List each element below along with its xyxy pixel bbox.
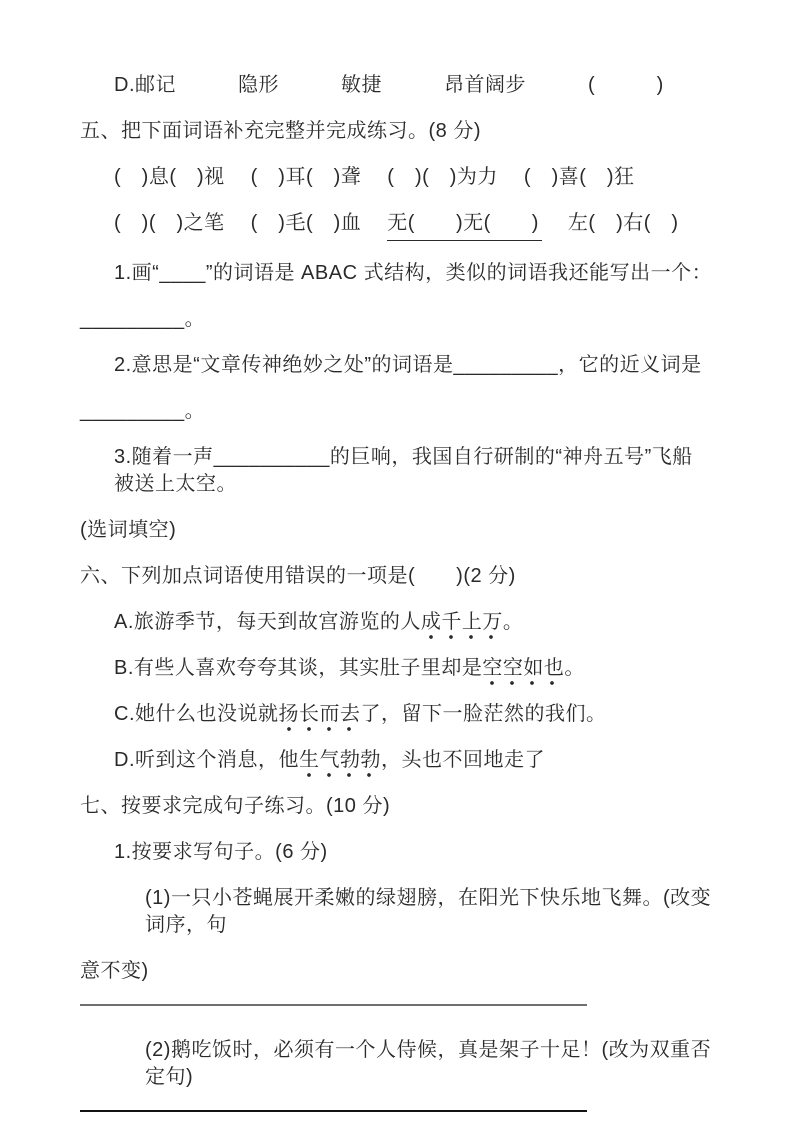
q3-line: 3.随着一声__________的巨响，我国自行研制的“神舟五号”飞船被送上太空。 — [114, 446, 693, 495]
idiom-group: ( )耳( )聋 — [250, 166, 362, 188]
option-text: 。 — [502, 611, 524, 633]
q1-line: 1.画“____”的词语是 ABAC 式结构，类似的词语我还能写出一个： — [114, 262, 713, 284]
option-b — [114, 655, 713, 682]
option-text: C.她什么也没说就 — [114, 703, 279, 725]
option-text: ，头也不回地走了 — [381, 749, 545, 771]
option-d-word-1: D.邮记 — [114, 74, 176, 96]
question4-option-d-row — [114, 72, 713, 99]
option-text: D.听到这个消息，他 — [114, 749, 299, 771]
option-a — [114, 609, 713, 636]
section5-heading: 五、把下面词语补充完整并完成练习。(8 分) — [80, 120, 481, 142]
emphasized-idiom: 扬长而去 — [279, 703, 361, 732]
section6-heading: 六、下列加点词语使用错误的一项是( )(2 分) — [80, 565, 516, 587]
answer-line-2 — [80, 1110, 587, 1112]
emphasized-idiom: 空空如也 — [482, 657, 564, 686]
item1-line1: (1)一只小苍蝇展开柔嫩的绿翅膀，在阳光下快乐地飞舞。(改变词序，句 — [145, 887, 712, 936]
answer-paren: ( ) — [588, 74, 664, 96]
q2-answer-blank: _________。 — [80, 400, 206, 422]
emphasized-idiom: 成千上万 — [421, 611, 503, 640]
idiom-group: ( )( )为力 — [387, 166, 498, 188]
q1-answer-blank: _________。 — [80, 308, 206, 330]
option-d-word-2: 隐形 — [238, 74, 279, 96]
idiom-row-2 — [114, 210, 713, 241]
idiom-group-underlined: 无( )无( ) — [387, 210, 542, 241]
idiom-group: ( )( )之笔 — [114, 212, 225, 234]
option-d-word-3: 敏捷 — [341, 74, 382, 96]
option-d — [114, 747, 713, 774]
option-text: B.有些人喜欢夸夸其谈，其实肚子里却是 — [114, 657, 483, 679]
q2-line: 2.意思是“文章传神绝妙之处”的词语是_________，它的近义词是 — [114, 354, 702, 376]
emphasized-idiom: 生气勃勃 — [299, 749, 381, 778]
idiom-group: 左( )右( ) — [567, 212, 679, 234]
idiom-group: ( )息( )视 — [114, 166, 225, 188]
option-c — [114, 701, 713, 728]
option-text: A.旅游季节，每天到故宫游览的人 — [114, 611, 421, 633]
item2-line: (2)鹅吃饭时，必须有一个人侍候，真是架子十足！(改为双重否定句) — [145, 1039, 712, 1088]
item1-line2: 意不变) — [80, 960, 149, 982]
section7-heading: 七、按要求完成句子练习。(10 分) — [80, 795, 391, 817]
option-d-word-4: 昂首阔步 — [444, 74, 526, 96]
sub-question-1: 1.按要求写句子。(6 分) — [114, 841, 328, 863]
option-text: 了，留下一脸茫然的我们。 — [360, 703, 607, 725]
idiom-row-1 — [114, 164, 713, 191]
idiom-group: ( )喜( )狂 — [523, 166, 635, 188]
answer-line-1 — [80, 1004, 587, 1006]
idiom-group: ( )毛( )血 — [250, 212, 362, 234]
option-text: 。 — [564, 657, 585, 679]
hint-line: (选词填空) — [80, 519, 177, 541]
